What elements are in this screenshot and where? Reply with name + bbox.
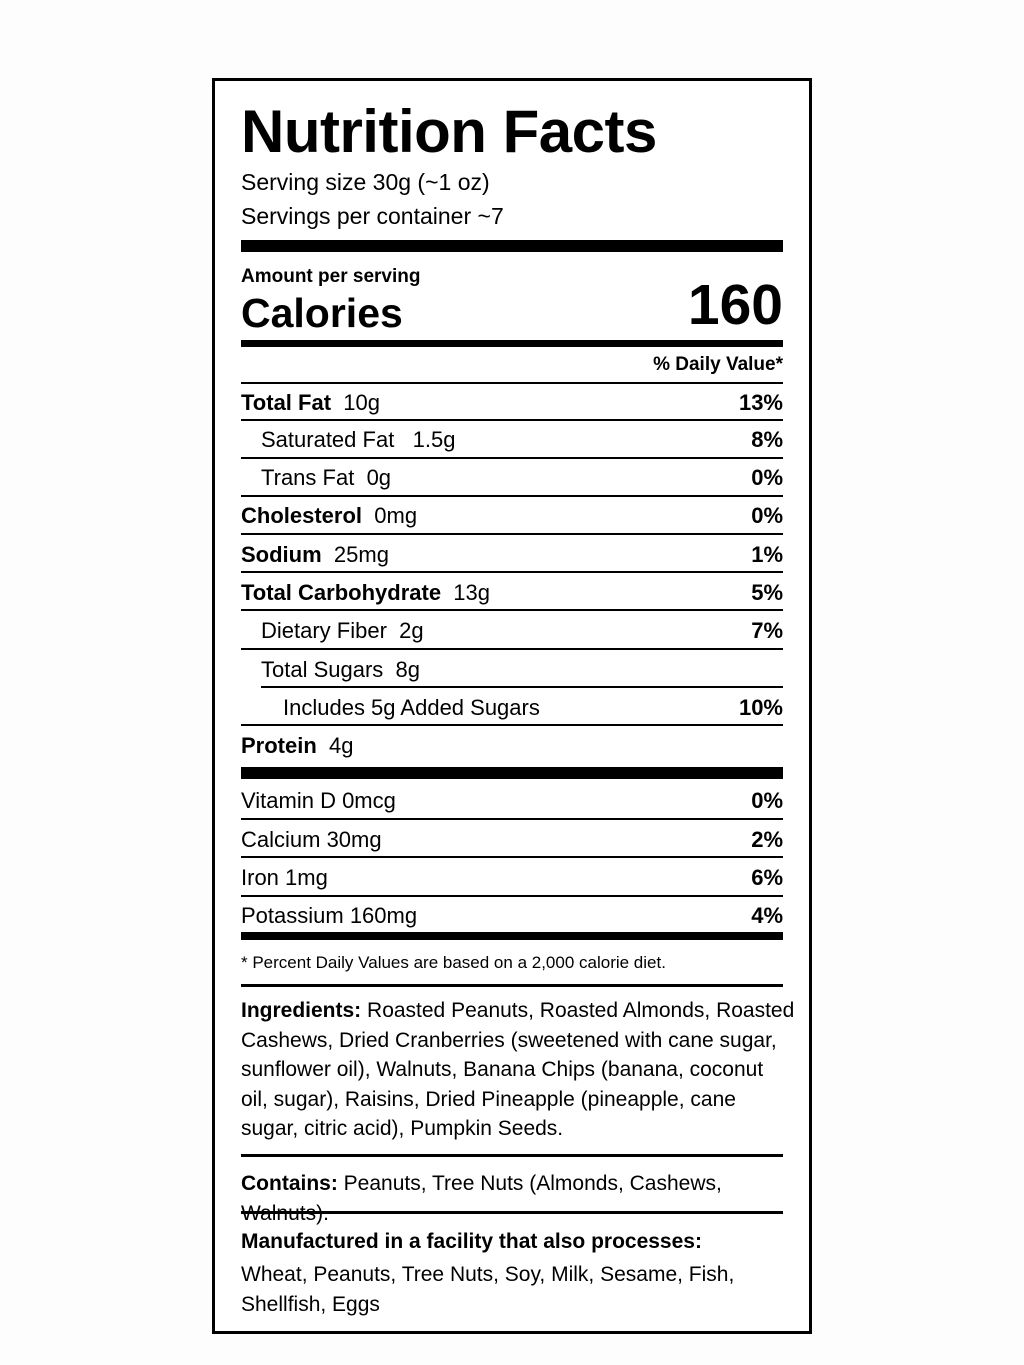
nutrient-amount: 10g [343, 390, 380, 415]
footnote: * Percent Daily Values are based on a 2,000 calorie diet. [241, 953, 666, 972]
nutrient-row-total-carbohydrate [241, 574, 783, 610]
nutrient-amount: 0mg [374, 503, 418, 528]
nutrient-name: Protein [241, 733, 317, 758]
vitamin-text: Calcium 30mg [241, 827, 382, 852]
vitamin-row [241, 859, 783, 895]
nutrient-name: Total Fat [241, 390, 332, 415]
vitamin-text: Vitamin D 0mcg [241, 788, 396, 813]
nutrient-dv: 1% [751, 542, 783, 567]
servings-per-container: Servings per container ~7 [241, 203, 504, 229]
contains-label: Contains: [241, 1172, 338, 1195]
divider [241, 571, 783, 573]
divider [241, 818, 783, 820]
thick-divider [241, 767, 783, 779]
nutrient-dv: 7% [751, 618, 783, 643]
nutrient-row-cholesterol [241, 497, 783, 533]
nutrient-name: Sodium [241, 542, 322, 567]
divider [241, 533, 783, 535]
nutrient-dv: 8% [751, 427, 783, 452]
contains-text: Peanuts, Tree Nuts (Almonds, Cashews, [343, 1172, 722, 1195]
nutrient-name: Includes 5g Added Sugars [283, 695, 540, 720]
vitamin-text: Potassium 160mg [241, 903, 418, 928]
nutrient-name: Total Carbohydrate [241, 580, 442, 605]
nutrient-name: Cholesterol [241, 503, 363, 528]
nutrient-name: Saturated Fat [261, 427, 395, 452]
nutrient-row-sodium [241, 536, 783, 572]
vitamin-dv: 6% [751, 865, 783, 890]
nutrient-row-total-fat [241, 384, 783, 420]
divider [241, 609, 783, 611]
nutrient-dv: 0% [751, 465, 783, 490]
contains-section [241, 1169, 795, 1228]
nutrient-dv: 5% [751, 580, 783, 605]
amount-per-serving: Amount per serving [241, 266, 421, 287]
vitamin-row [241, 821, 783, 857]
divider [241, 984, 783, 987]
facility-text: Wheat, Peanuts, Tree Nuts, Soy, Milk, Sesame, Fish, Shellfish, Eggs [241, 1263, 735, 1316]
vitamin-row [241, 897, 783, 933]
vitamin-dv: 2% [751, 827, 783, 852]
medium-divider [241, 340, 783, 347]
nutrient-amount: 0g [366, 465, 392, 490]
medium-divider [241, 932, 783, 940]
divider [261, 686, 783, 688]
divider [241, 1211, 783, 1214]
vitamin-text: Iron 1mg [241, 865, 328, 890]
nutrient-amount: 2g [399, 618, 424, 643]
nutrient-amount: 4g [329, 733, 354, 758]
nutrient-name: Dietary Fiber [261, 618, 387, 643]
vitamin-row [241, 782, 783, 818]
nutrient-row-trans-fat [241, 459, 783, 495]
nutrient-row-protein [241, 727, 783, 763]
nutrient-amount: 13g [453, 580, 491, 605]
daily-value-header: % Daily Value* [653, 354, 783, 375]
ingredients-label: Ingredients: [241, 999, 362, 1022]
serving-size: Serving size 30g (~1 oz) [241, 169, 490, 195]
nutrient-name: Trans Fat [261, 465, 355, 490]
ingredients-text: Roasted Peanuts, Roasted Almonds, Roasted Cashews, Dried Cranberries (sweetened with cane sugar, sunflower oil), Walnuts, Banana Chips (banana, coconut oil, sugar), Raisins, Dried Pineapple (pineapple, cane sugar, citric acid), Pumpkin Seeds. [241, 999, 795, 1140]
vitamin-dv: 0% [751, 788, 783, 813]
calories-label: Calories [241, 290, 403, 336]
divider [241, 724, 783, 726]
nutrient-name: Total Sugars [261, 657, 384, 682]
ingredients-section [241, 996, 795, 1144]
divider [241, 1154, 783, 1157]
nutrient-row-added-sugars [241, 689, 783, 725]
nutrient-row-saturated-fat [241, 421, 783, 457]
thick-divider [241, 240, 783, 252]
nutrient-row-dietary-fiber [241, 612, 783, 648]
nutrient-dv: 0% [751, 503, 783, 528]
nutrient-amount: 25mg [333, 542, 389, 567]
divider [241, 856, 783, 858]
label-title: Nutrition Facts [241, 98, 657, 165]
vitamin-dv: 4% [751, 903, 783, 928]
calories-value: 160 [687, 273, 783, 337]
nutrient-amount: 1.5g [412, 427, 456, 452]
nutrient-dv: 10% [738, 695, 783, 720]
nutrient-amount: 8g [395, 657, 421, 682]
divider [241, 648, 783, 650]
nutrient-row-total-sugars [241, 651, 783, 687]
facility-label: Manufactured in a facility that also processes: [241, 1230, 702, 1253]
nutrient-dv: 13% [738, 390, 783, 415]
nutrition-label [212, 78, 812, 1334]
